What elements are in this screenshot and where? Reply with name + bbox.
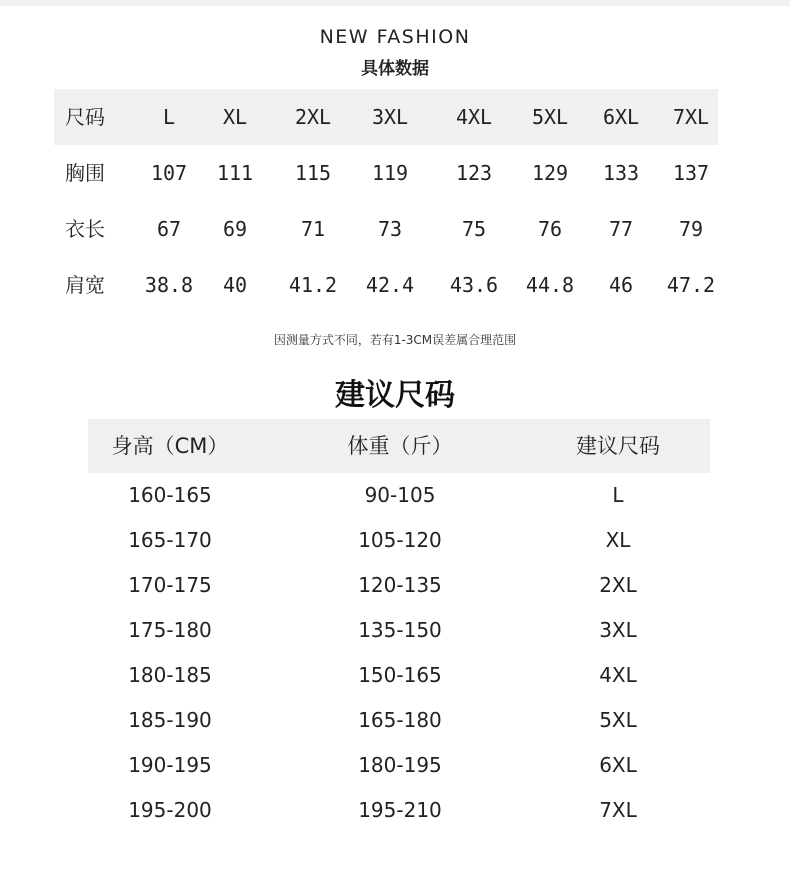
header-height: 身高（CM） [111, 434, 229, 458]
size-cell: 7XL [672, 105, 710, 129]
measure-cell: 46 [608, 273, 634, 297]
weight-cell: 105-120 [358, 528, 442, 552]
measure-cell: 133 [602, 161, 640, 185]
measure-cell: 119 [371, 161, 409, 185]
height-cell: 185-190 [128, 708, 212, 732]
size-cell: 4XL [599, 663, 637, 687]
table-row [88, 563, 710, 608]
measure-cell: 107 [150, 161, 188, 185]
table-row [88, 608, 710, 653]
size-cell: 6XL [602, 105, 640, 129]
measure-cell: 76 [537, 217, 563, 241]
weight-cell: 165-180 [358, 708, 442, 732]
row-label: 衣长 [65, 217, 105, 241]
recommend-header-row [88, 419, 710, 473]
measure-cell: 123 [455, 161, 493, 185]
recommend-size-table [88, 419, 710, 833]
measure-cell: 71 [300, 217, 326, 241]
weight-cell: 195-210 [358, 798, 442, 822]
size-cell: 4XL [455, 105, 493, 129]
weight-cell: 120-135 [358, 573, 442, 597]
measure-cell: 38.8 [144, 273, 194, 297]
weight-cell: 180-195 [358, 753, 442, 777]
table-row [88, 473, 710, 518]
size-cell: L [162, 105, 176, 129]
table-row [88, 518, 710, 563]
table-row [88, 653, 710, 698]
measure-cell: 44.8 [525, 273, 575, 297]
size-cell: 3XL [599, 618, 637, 642]
weight-cell: 135-150 [358, 618, 442, 642]
table-row [88, 743, 710, 788]
measure-cell: 111 [216, 161, 254, 185]
height-cell: 160-165 [128, 483, 212, 507]
measure-cell: 115 [294, 161, 332, 185]
size-cell: 2XL [294, 105, 332, 129]
measure-cell: 42.4 [365, 273, 415, 297]
size-row-shoulder [54, 257, 718, 313]
size-cell: 7XL [599, 798, 637, 822]
size-cell: 2XL [599, 573, 637, 597]
height-cell: 195-200 [128, 798, 212, 822]
measure-cell: 40 [222, 273, 248, 297]
header-size: 建议尺码 [576, 434, 660, 458]
size-chart-table [54, 89, 718, 313]
measure-cell: 73 [377, 217, 403, 241]
size-cell: 3XL [371, 105, 409, 129]
height-cell: 165-170 [128, 528, 212, 552]
top-divider-strip [0, 0, 790, 6]
height-cell: 180-185 [128, 663, 212, 687]
measurement-note: 因测量方式不同，若有1-3CM误差属合理范围 [273, 333, 517, 347]
brand-title: NEW FASHION [319, 26, 471, 48]
measure-cell: 47.2 [666, 273, 716, 297]
measure-cell: 129 [531, 161, 569, 185]
table-row [88, 788, 710, 833]
row-label: 胸围 [65, 161, 105, 185]
weight-cell: 90-105 [364, 483, 436, 507]
measure-cell: 43.6 [449, 273, 499, 297]
height-cell: 170-175 [128, 573, 212, 597]
measure-cell: 79 [678, 217, 704, 241]
size-cell: 5XL [531, 105, 569, 129]
weight-cell: 150-165 [358, 663, 442, 687]
recommend-title: 建议尺码 [335, 378, 455, 413]
table-row [88, 698, 710, 743]
row-label: 肩宽 [65, 273, 105, 297]
row-label: 尺码 [65, 105, 105, 129]
measure-cell: 41.2 [288, 273, 338, 297]
measure-cell: 77 [608, 217, 634, 241]
measure-cell: 137 [672, 161, 710, 185]
measure-cell: 69 [222, 217, 248, 241]
size-cell: XL [605, 528, 631, 552]
header-weight: 体重（斤） [347, 434, 453, 458]
size-cell: L [612, 483, 624, 507]
size-cell: 5XL [599, 708, 637, 732]
size-cell: XL [222, 105, 248, 129]
section-subtitle: 具体数据 [361, 59, 429, 79]
size-cell: 6XL [599, 753, 637, 777]
size-row-length [54, 201, 718, 257]
size-row-header [54, 89, 718, 145]
measure-cell: 75 [461, 217, 487, 241]
height-cell: 175-180 [128, 618, 212, 642]
measure-cell: 67 [156, 217, 182, 241]
size-row-chest [54, 145, 718, 201]
height-cell: 190-195 [128, 753, 212, 777]
